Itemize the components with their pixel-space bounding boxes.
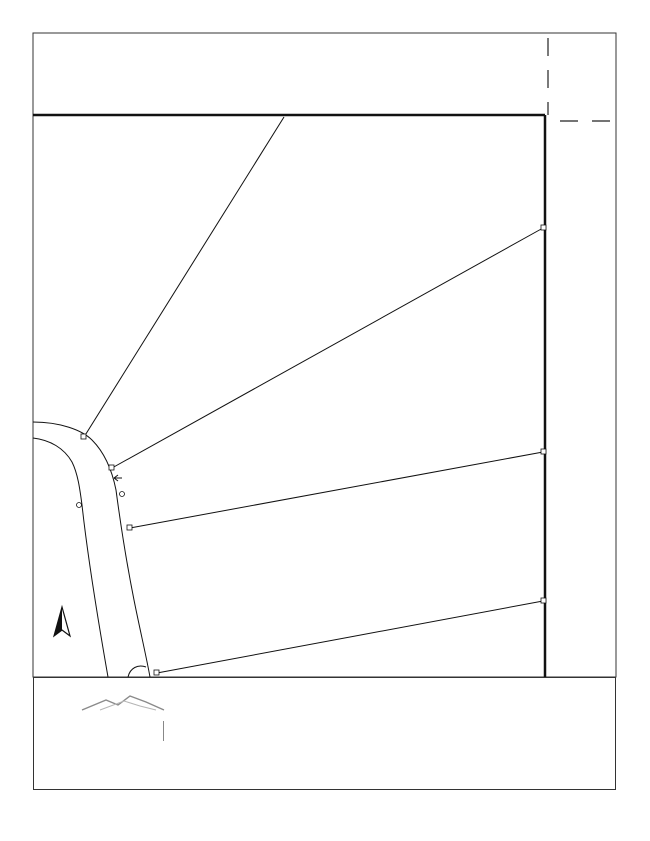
lot-line-18-19 [157, 601, 543, 673]
north-arrow [54, 607, 70, 636]
footer-panel [33, 677, 616, 790]
dimension-arrows [114, 475, 122, 481]
lot-line-17-18 [130, 452, 543, 528]
lot-lines [33, 117, 543, 677]
mountain-icon [44, 688, 234, 718]
road-curve-outer [33, 422, 150, 677]
road-curve-inner [33, 438, 108, 677]
road-end-curve [128, 666, 146, 677]
logo-divider [163, 721, 164, 741]
map-frame [33, 33, 616, 677]
survey-points [77, 225, 547, 675]
lot-line-16-17 [112, 228, 543, 468]
company-logo [44, 688, 234, 748]
